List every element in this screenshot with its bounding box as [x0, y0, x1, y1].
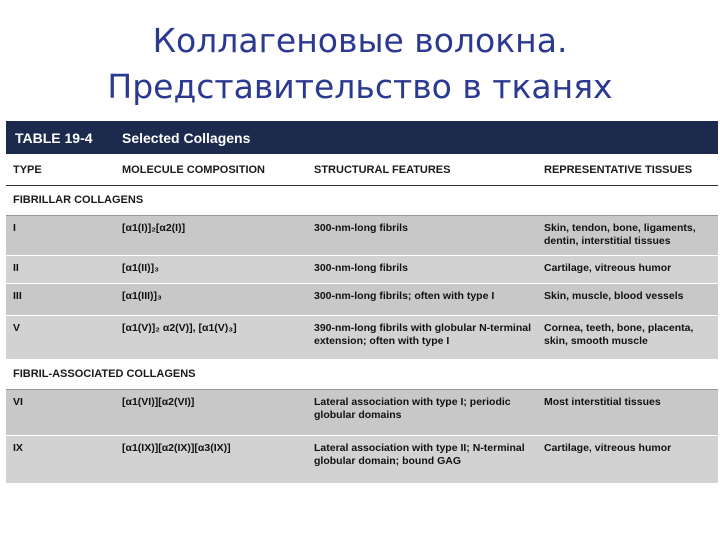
section-fibril-associated: FIBRIL-ASSOCIATED COLLAGENS: [6, 360, 718, 390]
cell-features: Lateral association with type I; periodic globular domains: [314, 396, 511, 421]
cell-type: IX: [13, 442, 23, 454]
header-features: STRUCTURAL FEATURES: [314, 164, 451, 176]
table-caption: Selected Collagens: [122, 129, 251, 146]
cell-features: 300-nm-long fibrils: [314, 222, 408, 234]
cell-type: III: [13, 290, 22, 302]
table-row: [6, 256, 718, 284]
table-title-bar: [6, 121, 718, 154]
table-row: [6, 436, 718, 484]
table-row: [6, 284, 718, 316]
cell-composition: [α1(I)]₂[α2(I)]: [122, 222, 186, 234]
cell-features: Lateral association with type II; N-terminal globular domain; bound GAG: [314, 442, 525, 467]
collagen-table: [6, 121, 718, 505]
table-number: TABLE 19-4: [15, 129, 93, 146]
cell-tissues: Skin, muscle, blood vessels: [544, 290, 684, 302]
section-fibrillar: FIBRILLAR COLLAGENS: [6, 186, 718, 216]
slide-title: [0, 18, 720, 110]
cell-type: II: [13, 262, 19, 274]
cell-type: V: [13, 322, 21, 334]
cell-features: 300-nm-long fibrils; often with type I: [314, 290, 495, 302]
cell-tissues: Most interstitial tissues: [544, 396, 661, 408]
table-header-row: [6, 154, 718, 186]
cell-type: I: [13, 222, 16, 234]
cell-features: 300-nm-long fibrils: [314, 262, 408, 274]
cell-features: 390-nm-long fibrils with globular N-terminal extension; often with type I: [314, 322, 532, 347]
cell-composition: [α1(III)]₃: [122, 290, 162, 302]
cell-composition: [α1(V)]₂ α2(V)], [α1(V)₃]: [122, 322, 237, 334]
cell-tissues: Cartilage, vitreous humor: [544, 442, 672, 454]
header-composition: MOLECULE COMPOSITION: [122, 164, 265, 176]
table-row: [6, 316, 718, 360]
slide-title-line-1: Коллагеновые волокна.: [152, 21, 568, 60]
header-tissues: REPRESENTATIVE TISSUES: [544, 164, 693, 176]
cell-tissues: Cornea, teeth, bone, placenta, skin, smooth muscle: [544, 322, 694, 347]
cell-composition: [α1(VI)][α2(VI)]: [122, 396, 195, 408]
slide-title-line-2: Представительство в тканях: [107, 67, 613, 106]
cell-type: VI: [13, 396, 23, 408]
cell-tissues: Cartilage, vitreous humor: [544, 262, 672, 274]
header-type: TYPE: [13, 164, 42, 176]
cell-composition: [α1(IX)][α2(IX)][α3(IX)]: [122, 442, 231, 454]
cell-composition: [α1(II)]₃: [122, 262, 159, 274]
cell-tissues: Skin, tendon, bone, ligaments, dentin, interstitial tissues: [544, 222, 696, 247]
table-row: [6, 390, 718, 436]
table-row: [6, 216, 718, 256]
